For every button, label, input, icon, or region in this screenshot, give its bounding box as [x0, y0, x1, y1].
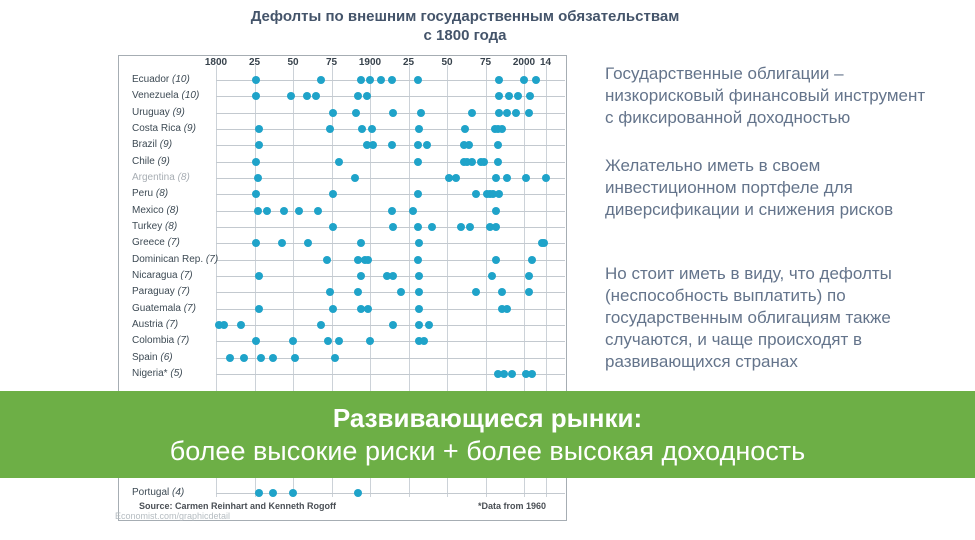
- default-dot: [495, 92, 503, 100]
- default-dot: [326, 125, 334, 133]
- default-dot: [329, 305, 337, 313]
- default-dot: [414, 223, 422, 231]
- default-dot: [252, 190, 260, 198]
- default-dot: [255, 141, 263, 149]
- country-label: Paraguay (7): [132, 286, 190, 298]
- default-dot: [287, 92, 295, 100]
- default-dot: [498, 125, 506, 133]
- default-dot: [414, 141, 422, 149]
- default-dot: [492, 174, 500, 182]
- default-dot: [417, 109, 425, 117]
- default-dot: [423, 141, 431, 149]
- country-label: Ecuador (10): [132, 74, 190, 85]
- default-dot: [388, 207, 396, 215]
- default-dot: [317, 76, 325, 84]
- default-dot: [415, 125, 423, 133]
- default-dot: [472, 190, 480, 198]
- default-dot: [255, 305, 263, 313]
- note-paragraph: [605, 155, 945, 221]
- chart-row-line: [216, 292, 565, 293]
- default-dot: [528, 370, 536, 378]
- default-dot: [492, 207, 500, 215]
- page-title-line2: с 1800 года: [423, 27, 507, 44]
- axis-tick-label: 25: [402, 57, 415, 68]
- chart-footnote: *Data from 1960: [477, 501, 546, 511]
- default-dot: [357, 239, 365, 247]
- default-dot: [335, 337, 343, 345]
- default-dot: [414, 76, 422, 84]
- axis-tick-label: 50: [441, 57, 453, 68]
- note-line: развивающихся странах: [605, 352, 798, 371]
- note-line: инвестиционном портфеле для: [605, 178, 853, 197]
- country-label: Mexico (8): [132, 204, 179, 216]
- default-dot: [280, 207, 288, 215]
- note-line: диверсификации и снижения рисков: [605, 200, 894, 219]
- default-dot: [326, 288, 334, 296]
- default-dot: [255, 272, 263, 280]
- note-line: Но стоит иметь в виду, что дефолты: [605, 264, 892, 283]
- default-dot: [257, 354, 265, 362]
- country-label: Guatemala (7): [132, 302, 196, 314]
- default-dot: [289, 489, 297, 497]
- axis-tick-label: 75: [325, 57, 338, 68]
- default-dot: [220, 321, 228, 329]
- default-dot: [461, 125, 469, 133]
- default-dot: [428, 223, 436, 231]
- axis-tick-label: 2000: [512, 57, 536, 68]
- default-dot: [480, 158, 488, 166]
- note-line: Желательно иметь в своем: [605, 156, 821, 175]
- default-dot: [503, 305, 511, 313]
- default-dot: [252, 337, 260, 345]
- chart-row-line: [216, 178, 565, 179]
- default-dot: [388, 141, 396, 149]
- default-dot: [415, 305, 423, 313]
- default-dot: [252, 239, 260, 247]
- country-label: Dominican Rep. (7): [132, 253, 219, 265]
- chart-row-line: [216, 260, 565, 261]
- default-dot: [295, 207, 303, 215]
- default-dot: [304, 239, 312, 247]
- chart-row-line: [216, 194, 565, 195]
- default-dot: [364, 305, 372, 313]
- default-dot: [397, 288, 405, 296]
- default-dot: [368, 125, 376, 133]
- default-dot: [492, 256, 500, 264]
- default-dot: [414, 256, 422, 264]
- default-dot: [508, 370, 516, 378]
- default-dot: [240, 354, 248, 362]
- default-dot: [503, 174, 511, 182]
- default-dot: [303, 92, 311, 100]
- note-line: (неспособность выплатить) по: [605, 286, 846, 305]
- default-dot: [500, 370, 508, 378]
- default-dot: [255, 489, 263, 497]
- default-dot: [415, 239, 423, 247]
- default-dot: [503, 109, 511, 117]
- default-dot: [377, 76, 385, 84]
- default-dot: [291, 354, 299, 362]
- axis-tick-label: 1800: [204, 57, 228, 68]
- default-dot: [254, 207, 262, 215]
- country-label: Costa Rica (9): [132, 123, 196, 134]
- default-dot: [252, 92, 260, 100]
- default-dot: [389, 321, 397, 329]
- country-label: Spain (6): [132, 351, 173, 363]
- chart-row-line: [216, 129, 565, 130]
- country-label: Nicaragua (7): [132, 270, 193, 281]
- default-dot: [389, 109, 397, 117]
- default-dot: [414, 190, 422, 198]
- note-line: государственным облигациям также: [605, 308, 891, 327]
- country-label: Austria (7): [132, 319, 179, 330]
- default-dot: [520, 76, 528, 84]
- default-dot: [389, 223, 397, 231]
- default-dot: [415, 288, 423, 296]
- default-dot: [354, 489, 362, 497]
- chart-credit: Economist.com/graphicdetail: [115, 511, 231, 521]
- default-dot: [514, 92, 522, 100]
- default-dot: [255, 125, 263, 133]
- country-label: Brazil (9): [132, 139, 173, 151]
- default-dot: [540, 239, 548, 247]
- default-dot: [498, 288, 506, 296]
- note-line: низкорисковый финансовый инструмент: [605, 86, 926, 105]
- default-dot: [364, 256, 372, 264]
- default-dot: [269, 354, 277, 362]
- default-dot: [522, 174, 530, 182]
- default-dot: [357, 76, 365, 84]
- default-dot: [352, 109, 360, 117]
- country-label: Chile (9): [132, 155, 170, 167]
- default-dot: [263, 207, 271, 215]
- default-dot: [415, 272, 423, 280]
- country-label: Greece (7): [132, 237, 180, 249]
- default-dot: [329, 109, 337, 117]
- default-dot: [525, 109, 533, 117]
- page-title-line1: Дефолты по внешним государственным обязательствам: [250, 8, 680, 25]
- default-dot: [414, 158, 422, 166]
- default-dot: [415, 321, 423, 329]
- default-dot: [525, 288, 533, 296]
- default-dot: [466, 223, 474, 231]
- default-dot: [354, 288, 362, 296]
- note-line: Государственные облигации –: [605, 64, 844, 83]
- axis-tick-label: 14: [539, 57, 552, 68]
- default-dot: [512, 109, 520, 117]
- chart-row-line: [216, 309, 565, 310]
- default-dot: [457, 223, 465, 231]
- default-dot: [492, 223, 500, 231]
- default-dot: [525, 272, 533, 280]
- chart-row-line: [216, 96, 565, 97]
- default-dot: [351, 174, 359, 182]
- default-dot: [532, 76, 540, 84]
- note-paragraph: [605, 63, 945, 129]
- country-label: Nigeria* (5): [132, 367, 183, 379]
- default-dot: [269, 489, 277, 497]
- default-dot: [335, 158, 343, 166]
- default-dot: [358, 125, 366, 133]
- default-dot: [252, 158, 260, 166]
- chart-row-line: [216, 162, 565, 163]
- country-label: Colombia (7): [132, 335, 190, 347]
- default-dot: [494, 158, 502, 166]
- axis-tick-label: 25: [248, 57, 261, 68]
- country-label: Uruguay (9): [132, 106, 185, 118]
- default-dot: [354, 92, 362, 100]
- default-dot: [317, 321, 325, 329]
- country-label: Portugal (4): [132, 487, 185, 498]
- default-dot: [452, 174, 460, 182]
- default-dot: [528, 256, 536, 264]
- chart-row-line: [216, 341, 565, 342]
- default-dot: [388, 76, 396, 84]
- emerging-markets-banner: [0, 391, 975, 478]
- country-label: Turkey (8): [132, 221, 178, 232]
- default-dot: [389, 272, 397, 280]
- default-dot: [329, 190, 337, 198]
- chart-row-line: [216, 243, 565, 244]
- default-dot: [409, 207, 417, 215]
- axis-tick-label: 75: [479, 57, 492, 68]
- default-dot: [526, 92, 534, 100]
- chart-source: Source: Carmen Reinhart and Kenneth Rogoff: [139, 501, 337, 511]
- default-dot: [254, 174, 262, 182]
- default-dot: [468, 109, 476, 117]
- banner-heading: Развивающиеся рынки:: [332, 402, 643, 433]
- country-label: Argentina (8): [132, 172, 190, 183]
- default-dot: [278, 239, 286, 247]
- default-dot: [488, 272, 496, 280]
- default-dot: [542, 174, 550, 182]
- default-dot: [312, 92, 320, 100]
- default-dot: [226, 354, 234, 362]
- note-line: с фиксированной доходностью: [605, 108, 851, 127]
- default-dot: [331, 354, 339, 362]
- default-dot: [314, 207, 322, 215]
- default-dot: [465, 141, 473, 149]
- default-dot: [237, 321, 245, 329]
- banner-subheading: более высокие риски + более высокая доходность: [169, 435, 806, 466]
- default-dot: [505, 92, 513, 100]
- default-dot: [494, 141, 502, 149]
- default-dot: [420, 337, 428, 345]
- country-label: Peru (8): [132, 188, 169, 200]
- default-dot: [366, 337, 374, 345]
- default-dot: [369, 141, 377, 149]
- note-paragraph: [605, 263, 945, 373]
- note-line: случаются, и чаще происходят в: [605, 330, 863, 349]
- default-dot: [495, 190, 503, 198]
- default-dot: [329, 223, 337, 231]
- page-title: [0, 7, 930, 45]
- axis-tick-label: 1900: [358, 57, 382, 68]
- default-dot: [323, 256, 331, 264]
- default-dot: [495, 76, 503, 84]
- axis-tick-label: 50: [287, 57, 299, 68]
- default-dot: [425, 321, 433, 329]
- default-dot: [252, 76, 260, 84]
- default-dot: [366, 76, 374, 84]
- default-dot: [357, 272, 365, 280]
- default-dot: [472, 288, 480, 296]
- default-dot: [468, 158, 476, 166]
- default-dot: [289, 337, 297, 345]
- country-label: Venezuela (10): [132, 90, 200, 102]
